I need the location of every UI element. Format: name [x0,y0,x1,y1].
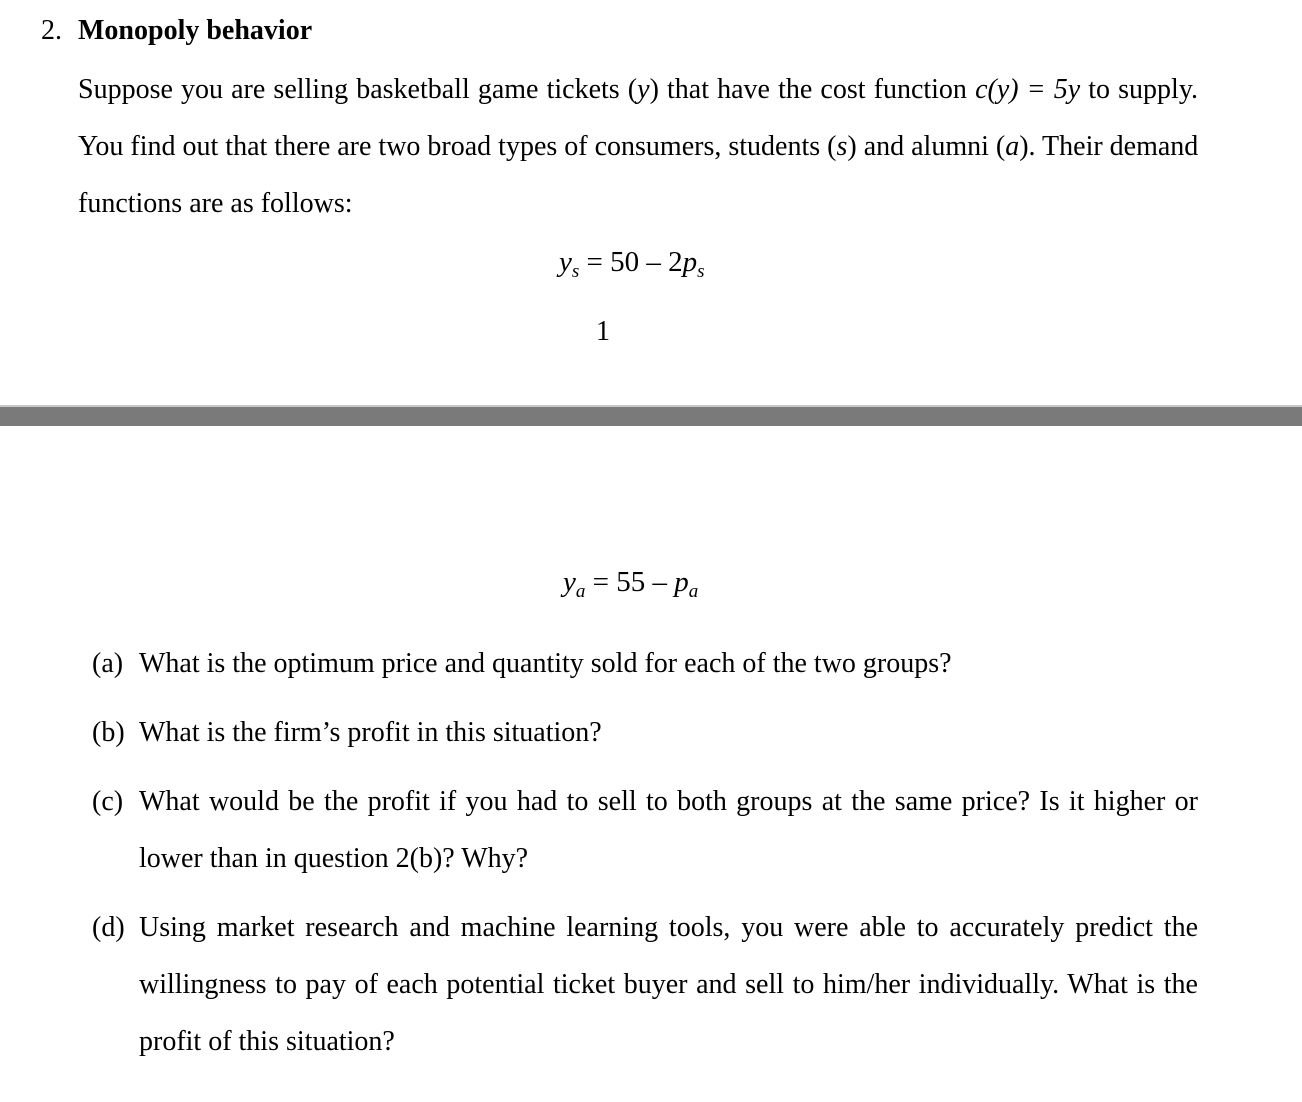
alumni-demand-equation [563,566,698,603]
eq-var: y [563,566,576,598]
intro-text: Suppose you are selling basketball game tickets ( [78,74,638,105]
cost-function: c(y) = 5y [975,74,1081,105]
eq-subscript: s [571,261,580,282]
eq-text: = 50 – 2 [579,246,683,278]
question-c-text-line-2: lower than in question 2(b)? Why? [139,843,529,874]
question-d-label: (d) [92,912,125,943]
question-d-text-line-3: profit of this situation? [139,1026,395,1057]
page-break [0,405,1302,426]
eq-var: p [682,246,698,278]
intro-text: to supply. [1080,74,1198,105]
question-b-label: (b) [92,717,125,748]
question-a-text: What is the optimum price and quantity sold for each of the two groups? [139,648,952,679]
page-number: 1 [596,316,610,347]
question-d-text-line-2: willingness to pay of each potential ticket buyer and sell to him/her individually. What is the [139,969,1198,1000]
intro-text: You find out that there are two broad types of consumers, students ( [78,131,837,162]
eq-subscript: a [575,581,586,602]
question-d-text-line-1: Using market research and machine learning tools, you were able to accurately predict the [139,912,1198,943]
intro-line-2 [78,130,1198,164]
eq-var: p [674,566,689,598]
eq-subscript: a [688,581,699,602]
variable-s: s [836,131,848,162]
eq-subscript: s [697,261,705,282]
eq-text: = 55 – [585,566,675,598]
section-number: 2. [41,15,62,46]
intro-line-1 [78,73,1198,107]
intro-text: ) that have the cost function [649,74,976,105]
page-one [0,0,1302,405]
question-c-label: (c) [92,786,124,817]
intro-line-3: functions are as follows: [78,188,353,219]
variable-y: y [637,74,650,105]
intro-text: ) and alumni ( [847,131,1006,162]
question-b-text: What is the firm’s profit in this situation? [139,717,602,748]
question-c-text-line-1: What would be the profit if you had to sell to both groups at the same price? Is it higher or [139,786,1198,817]
intro-text: ). Their demand [1019,131,1199,162]
eq-var: y [559,246,572,278]
section-title: Monopoly behavior [78,15,313,46]
question-a-label: (a) [92,648,124,679]
variable-a: a [1005,131,1020,162]
student-demand-equation [559,246,705,283]
